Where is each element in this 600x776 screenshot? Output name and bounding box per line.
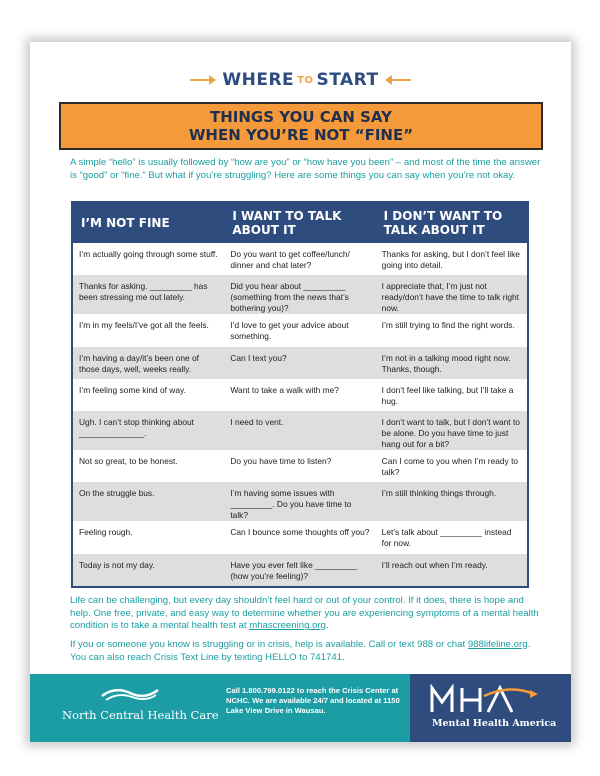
document-page [30,42,571,742]
table-cell: Did you hear about _________ (something from the news that’s bothering you)? [230,281,349,314]
arrow-right-icon [190,79,214,81]
arrow-left-icon [387,79,411,81]
where-word: WHERE [222,70,295,90]
title-banner [59,102,543,150]
table-cell: I’m in my feels/I’ve got all the feels. [79,320,209,331]
to-word: TO [297,74,314,86]
intro-paragraph: A simple “hello” is usually followed by “how are you” or “how have you been” – and most of the time the answer is “good” or “fine.” But what if you’re struggling? Here are some things you can say when you’re not okay. [70,157,541,181]
table-cell: Not so great, to be honest. [79,456,178,467]
table-cell: Feeling rough. [79,527,133,538]
table-cell: Can I bounce some thoughts off you? [230,527,370,538]
outro-paragraph-1 [70,595,542,633]
table-header [73,203,527,243]
table-cell: Thanks for asking. _________ has been stressing me out lately. [79,281,208,303]
table-cell: I’d love to get your advice about something. [230,320,349,342]
table-cell: Do you want to get coffee/lunch/ dinner and chat later? [230,249,350,270]
outro-end-1: . [326,620,329,631]
table-cell: I appreciate that, I’m just not ready/don’t have the time to talk right now. [381,281,519,314]
table-cell: I’m having some issues with _________. Do you have time to talk? [230,488,352,521]
table-cell: I’m having a day/it’s been one of those days, well, weeks really. [79,352,199,374]
title-line-1: THINGS YOU CAN SAY [210,108,392,126]
crisis-center-text: Call 1.800.799.0122 to reach the Crisis Center at NCHC. We are available 24/7 and located at 1150 Lake View Drive in Wausau. [226,686,400,715]
table-row [73,482,527,521]
start-word: START [316,70,379,90]
mha-footer-panel [410,674,571,742]
header-dont-want-to-talk: I DON’T WANT TO TALK ABOUT IT [383,209,503,237]
table-cell: On the struggle bus. [79,488,155,499]
table-cell: Let’s talk about _________ instead for now. [381,527,512,549]
title-line-2: WHEN YOU’RE NOT “FINE” [188,126,414,144]
outro-text-1: Life can be challenging, but every day shouldn’t feel hard or out of your control. If it does, there is hope and help. One free, private, and easy way to determine whether you are experiencing symptoms of a mental health condition is to take a mental health test at [70,595,539,631]
where-to-start-header [30,68,571,92]
table-cell: Have you ever felt like _________ (how you’re feeling)? [230,559,357,581]
table-cell: I don’t feel like talking, but I’ll take a hug. [381,384,514,406]
table-cell: I’m not in a talking mood right now. Thanks, though. [381,352,511,374]
table-row [73,554,527,586]
footer [30,674,571,742]
table-row [73,411,527,450]
header-not-fine: I’M NOT FINE [81,216,170,230]
table-row [73,243,527,275]
mha-logo-icon [430,684,550,714]
table-cell: Can I text you? [230,352,287,363]
table-cell: Today is not my day. [79,559,155,570]
table-row [73,275,527,314]
lifeline-link[interactable]: 988lifeline.org [467,639,528,650]
nchc-footer-panel [30,674,410,742]
table-cell: I’m feeling some kind of way. [79,384,186,395]
table-cell: Ugh. I can’t stop thinking about ______________. [79,417,194,439]
mha-name: Mental Health America [432,718,557,729]
phrases-table [71,201,529,588]
table-cell: Do you have time to listen? [230,456,332,467]
outro-text-2: If you or someone you know is struggling or in crisis, help is available. Call or text 988 or chat [70,639,468,650]
table-body [73,243,527,586]
table-row [73,521,527,553]
table-cell: I’ll reach out when I’m ready. [381,559,488,570]
mhascreening-link[interactable]: mhascreening.org [249,620,326,631]
table-row [73,450,527,482]
table-cell: I’m still trying to find the right words. [381,320,515,331]
table-row [73,314,527,346]
table-cell: Can I come to you when I’m ready to talk? [381,456,519,478]
table-cell: I need to vent. [230,417,284,428]
nchc-name: North Central Health Care [62,708,219,722]
outro-end-2: . You can also reach Crisis Text Line by texting HELLO to 741741. [70,639,531,663]
table-cell: I don’t want to talk, but I don’t want to be alone. Do you have time to just hang out for a bit? [381,417,520,450]
table-cell: Thanks for asking, but I don’t feel like going into detail. [381,249,520,270]
nchc-logo-icon [100,684,160,704]
table-row [73,379,527,411]
table-cell: I’m still thinking things through. [381,488,497,499]
table-row [73,347,527,379]
header-want-to-talk: I WANT TO TALK ABOUT IT [232,209,342,237]
table-cell: I’m actually going through some stuff. [79,249,218,259]
table-cell: Want to take a walk with me? [230,384,339,395]
where-to-start-title [222,70,378,90]
outro-paragraph-2 [70,639,542,664]
